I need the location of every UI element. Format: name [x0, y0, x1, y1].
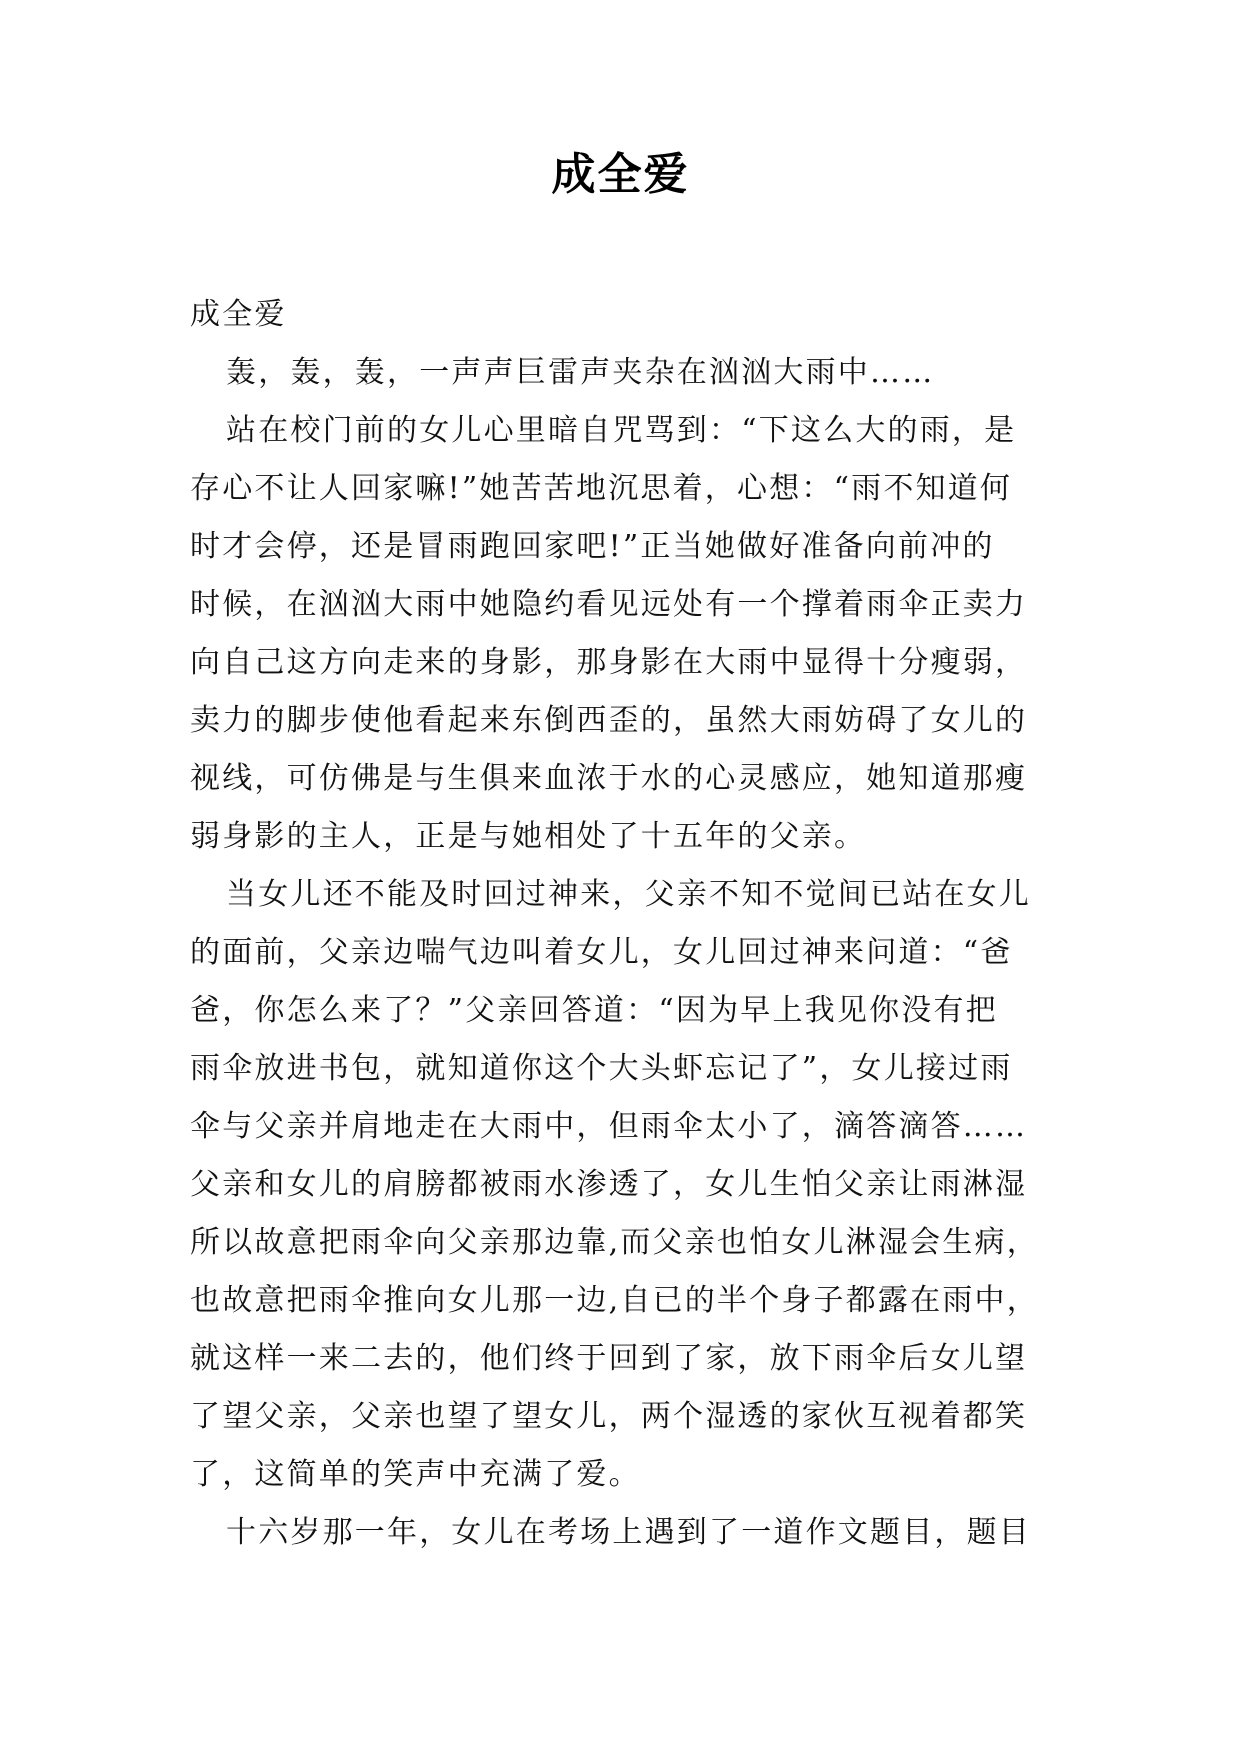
- text-line: 就这样一来二去的，他们终于回到了家，放下雨伞后女儿望: [190, 1341, 1028, 1376]
- text-line: 卖力的脚步使他看起来东倒西歪的，虽然大雨妨碍了女儿的: [190, 703, 1028, 738]
- text-line: 了望父亲，父亲也望了望女儿，两个湿透的家伙互视着都笑: [190, 1399, 1028, 1434]
- text-line: 弱身影的主人，正是与她相处了十五年的父亲。: [190, 819, 867, 854]
- text-line: 当女儿还不能及时回过神来，父亲不知不觉间已站在女儿: [226, 877, 1031, 912]
- paragraph-3: [190, 866, 1060, 1504]
- paragraph-2: [190, 402, 1060, 866]
- text-line: 爸，你怎么来了？”父亲回答道：“因为早上我见你没有把: [190, 993, 998, 1028]
- text-line: 存心不让人回家嘛!”她苦苦地沉思着，心想：“雨不知道何: [190, 471, 1013, 506]
- text-line: 伞与父亲并肩地走在大雨中，但雨伞太小了，滴答滴答……: [190, 1109, 1028, 1144]
- document-body: [190, 286, 1060, 1562]
- text-line: 父亲和女儿的肩膀都被雨水渗透了，女儿生怕父亲让雨淋湿: [190, 1167, 1028, 1202]
- text-line: 站在校门前的女儿心里暗自咒骂到：“下这么大的雨，是: [226, 413, 1017, 448]
- text-line: 的面前，父亲边喘气边叫着女儿，女儿回过神来问道：“爸: [190, 935, 1013, 970]
- text-line: 也故意把雨伞推向女儿那一边,自已的半个身子都露在雨中，: [190, 1283, 1039, 1318]
- text-line: 了，这简单的笑声中充满了爱。: [190, 1457, 641, 1492]
- text-line: 时候，在汹汹大雨中她隐约看见远处有一个撑着雨伞正卖力: [190, 587, 1028, 622]
- text-line: 时才会停，还是冒雨跑回家吧!”正当她做好准备向前冲的: [190, 529, 995, 564]
- text-line: 十六岁那一年，女儿在考场上遇到了一道作文题目，题目: [226, 1515, 1031, 1550]
- text-line: 视线，可仿佛是与生俱来血浓于水的心灵感应，她知道那瘦: [190, 761, 1028, 796]
- text-line: 所以故意把雨伞向父亲那边靠,而父亲也怕女儿淋湿会生病，: [190, 1225, 1039, 1260]
- subtitle-text: 成全爱: [190, 297, 287, 332]
- text-line: 雨伞放进书包，就知道你这个大头虾忘记了”，女儿接过雨: [190, 1051, 1013, 1086]
- document-title: 成全爱: [551, 149, 690, 200]
- paragraph-1: [190, 344, 1060, 402]
- paragraph-4: [190, 1504, 1060, 1562]
- text-line: 轰，轰，轰，一声声巨雷声夹杂在汹汹大雨中……: [226, 355, 935, 390]
- text-line: 向自己这方向走来的身影，那身影在大雨中显得十分瘦弱，: [190, 645, 1028, 680]
- subtitle-paragraph: [190, 286, 1060, 344]
